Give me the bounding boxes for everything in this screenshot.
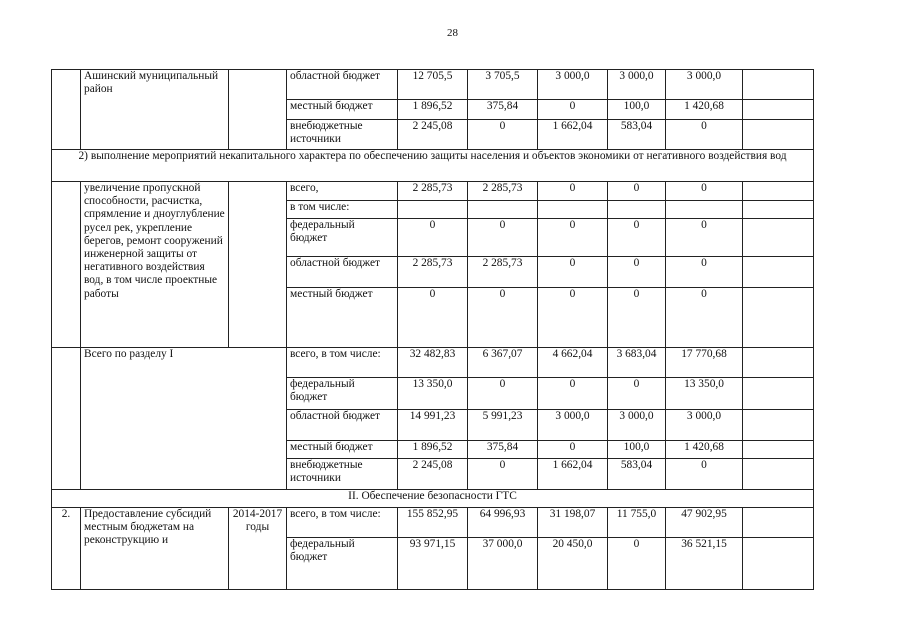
value-cell: 0: [666, 288, 743, 348]
value-cell: 0: [666, 219, 743, 257]
source-cell: в том числе:: [287, 201, 398, 219]
value-cell: 0: [538, 288, 608, 348]
empty-cell: [743, 288, 814, 348]
table-row: [52, 150, 814, 182]
value-cell: 3 000,0: [666, 410, 743, 441]
value-cell: 64 996,93: [468, 508, 538, 538]
value-cell: 5 991,23: [468, 410, 538, 441]
number-cell: [52, 348, 81, 490]
value-cell: 155 852,95: [398, 508, 468, 538]
value-cell: 2 285,73: [468, 257, 538, 288]
value-cell: 0: [608, 378, 666, 410]
value-cell: 3 000,0: [608, 70, 666, 100]
value-cell: 0: [666, 182, 743, 201]
value-cell: 2 245,08: [398, 120, 468, 150]
table-row: [52, 490, 814, 508]
number-cell: [52, 70, 81, 150]
value-cell: 37 000,0: [468, 538, 538, 590]
empty-cell: [743, 120, 814, 150]
value-cell: 0: [666, 459, 743, 490]
item-description: Предоставление субсидий местным бюджетам на реконструкцию и: [81, 508, 229, 590]
budget-table: [51, 69, 814, 590]
source-cell: областной бюджет: [287, 257, 398, 288]
empty-cell: [743, 410, 814, 441]
value-cell: 583,04: [608, 120, 666, 150]
table-row: [52, 70, 814, 100]
district-name: Ашинский муниципальный район: [81, 70, 229, 150]
value-cell: 32 482,83: [398, 348, 468, 378]
period-cell: [229, 182, 287, 348]
value-cell: 0: [538, 257, 608, 288]
empty-cell: [743, 378, 814, 410]
value-cell: 6 367,07: [468, 348, 538, 378]
empty-cell: [743, 100, 814, 120]
source-cell: местный бюджет: [287, 100, 398, 120]
value-cell: 93 971,15: [398, 538, 468, 590]
source-cell: федеральный бюджет: [287, 378, 398, 410]
item-number: 2.: [52, 508, 81, 590]
value-cell: 0: [468, 459, 538, 490]
value-cell: 0: [538, 378, 608, 410]
source-cell: областной бюджет: [287, 410, 398, 441]
value-cell: 1 896,52: [398, 441, 468, 459]
table-row: [52, 508, 814, 538]
value-cell: 3 000,0: [538, 410, 608, 441]
value-cell: [666, 201, 743, 219]
value-cell: 100,0: [608, 441, 666, 459]
value-cell: 12 705,5: [398, 70, 468, 100]
value-cell: 2 245,08: [398, 459, 468, 490]
value-cell: 0: [468, 378, 538, 410]
table-row: [52, 348, 814, 378]
empty-cell: [743, 348, 814, 378]
source-cell: местный бюджет: [287, 288, 398, 348]
value-cell: 1 662,04: [538, 120, 608, 150]
value-cell: 0: [398, 288, 468, 348]
source-cell: федеральный бюджет: [287, 219, 398, 257]
value-cell: 11 755,0: [608, 508, 666, 538]
value-cell: 0: [538, 219, 608, 257]
table-row: [52, 182, 814, 201]
value-cell: 13 350,0: [666, 378, 743, 410]
measure-description: увеличение пропускной способности, расчистка, спрямление и дноуглубление русел рек, укрепление берегов, ремонт сооружений инженерной защиты от негативного воздействия вод, в том числе проектные работы: [81, 182, 229, 348]
source-cell: всего,: [287, 182, 398, 201]
source-cell: федеральный бюджет: [287, 538, 398, 590]
value-cell: 0: [608, 288, 666, 348]
item-period: 2014-2017 годы: [229, 508, 287, 590]
empty-cell: [743, 201, 814, 219]
value-cell: 0: [538, 441, 608, 459]
page-number: 28: [447, 27, 458, 39]
empty-cell: [743, 441, 814, 459]
value-cell: 0: [608, 219, 666, 257]
value-cell: 0: [468, 288, 538, 348]
source-cell: внебюджетные источники: [287, 120, 398, 150]
empty-cell: [743, 219, 814, 257]
section-heading: II. Обеспечение безопасности ГТС: [52, 490, 814, 508]
period-cell: [229, 70, 287, 150]
value-cell: 3 705,5: [468, 70, 538, 100]
value-cell: 0: [468, 120, 538, 150]
value-cell: 0: [538, 100, 608, 120]
value-cell: [538, 201, 608, 219]
empty-cell: [743, 182, 814, 201]
empty-cell: [743, 459, 814, 490]
empty-cell: [743, 70, 814, 100]
value-cell: 17 770,68: [666, 348, 743, 378]
source-cell: всего, в том числе:: [287, 348, 398, 378]
value-cell: 4 662,04: [538, 348, 608, 378]
value-cell: 1 420,68: [666, 441, 743, 459]
source-cell: внебюджетные источники: [287, 459, 398, 490]
value-cell: 13 350,0: [398, 378, 468, 410]
source-cell: всего, в том числе:: [287, 508, 398, 538]
total-label: Всего по разделу I: [81, 348, 287, 490]
value-cell: 36 521,15: [666, 538, 743, 590]
value-cell: [398, 201, 468, 219]
value-cell: 583,04: [608, 459, 666, 490]
value-cell: 0: [608, 182, 666, 201]
value-cell: 3 000,0: [538, 70, 608, 100]
empty-cell: [743, 257, 814, 288]
value-cell: 31 198,07: [538, 508, 608, 538]
empty-cell: [743, 508, 814, 538]
value-cell: 1 896,52: [398, 100, 468, 120]
value-cell: 0: [538, 182, 608, 201]
value-cell: 3 000,0: [608, 410, 666, 441]
source-cell: областной бюджет: [287, 70, 398, 100]
value-cell: 1 662,04: [538, 459, 608, 490]
value-cell: [468, 201, 538, 219]
value-cell: 20 450,0: [538, 538, 608, 590]
value-cell: 2 285,73: [398, 182, 468, 201]
value-cell: 47 902,95: [666, 508, 743, 538]
value-cell: 3 000,0: [666, 70, 743, 100]
value-cell: 375,84: [468, 100, 538, 120]
value-cell: 0: [398, 219, 468, 257]
value-cell: 0: [666, 120, 743, 150]
number-cell: [52, 182, 81, 348]
value-cell: 0: [666, 257, 743, 288]
table-body: [52, 70, 814, 590]
section-heading: 2) выполнение мероприятий некапитального характера по обеспечению защиты населения и объектов экономики от негативного воздействия вод: [52, 150, 814, 182]
value-cell: 0: [468, 219, 538, 257]
value-cell: 2 285,73: [468, 182, 538, 201]
value-cell: 14 991,23: [398, 410, 468, 441]
value-cell: 100,0: [608, 100, 666, 120]
empty-cell: [743, 538, 814, 590]
value-cell: [608, 201, 666, 219]
value-cell: 0: [608, 538, 666, 590]
value-cell: 2 285,73: [398, 257, 468, 288]
value-cell: 375,84: [468, 441, 538, 459]
value-cell: 0: [608, 257, 666, 288]
value-cell: 3 683,04: [608, 348, 666, 378]
source-cell: местный бюджет: [287, 441, 398, 459]
value-cell: 1 420,68: [666, 100, 743, 120]
